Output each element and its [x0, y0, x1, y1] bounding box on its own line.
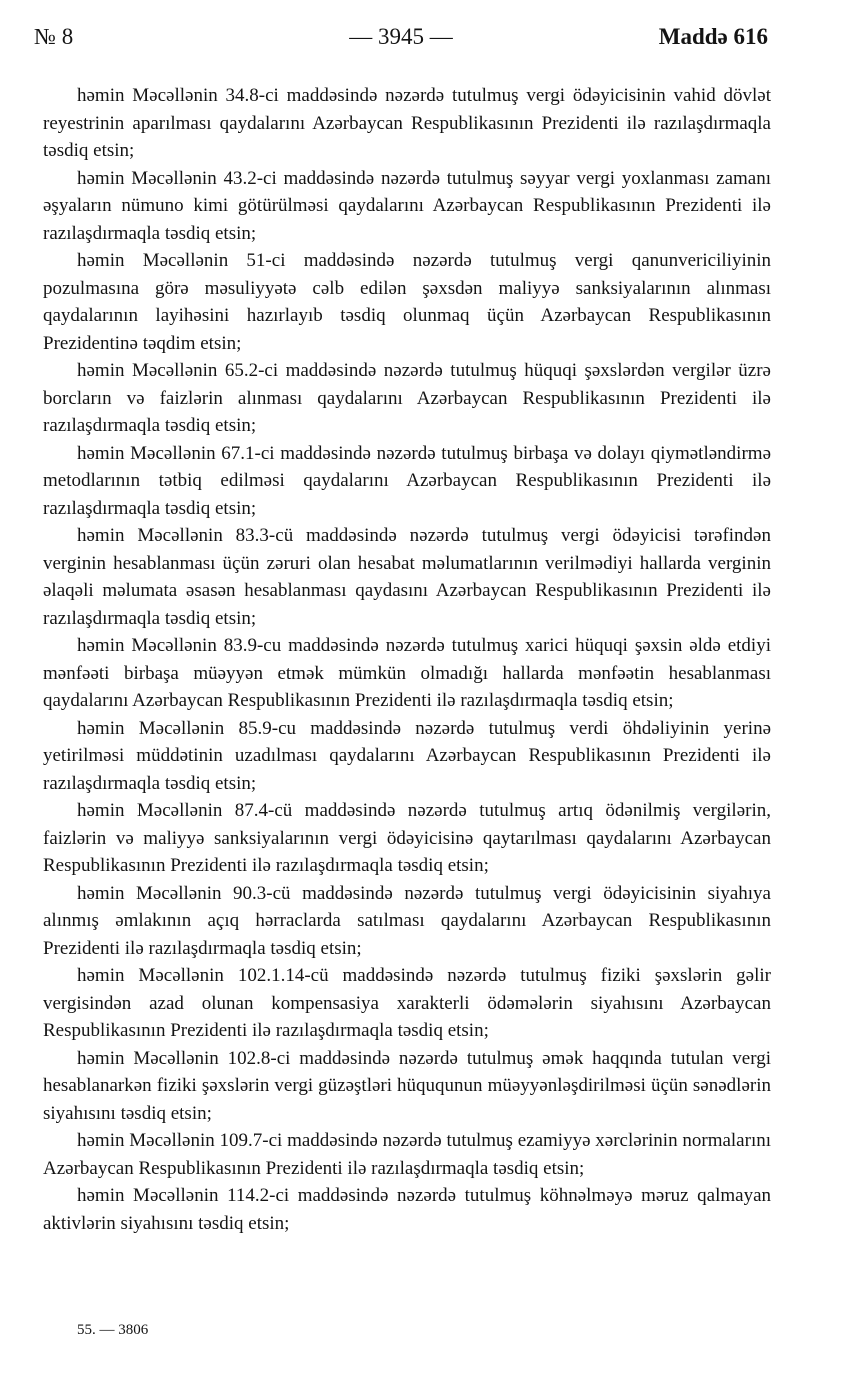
paragraph: həmin Məcəllənin 87.4-cü maddəsində nəzərdə tutulmuş artıq ödənilmiş vergilərin, faizlərin və maliyyə sanksiyalarının vergi ödəyicisinə qaytarılması qaydalarını Azərbaycan Respublikasının Prezidenti ilə razılaşdırmaqla təsdiq etsin; — [43, 800, 771, 876]
paragraph: həmin Məcəllənin 67.1-ci maddəsində nəzərdə tutulmuş birbaşa və dolayı qiymətləndirmə metodlarının tətbiq edilməsi qaydalarını Azərbaycan Respublikasının Prezidenti ilə razılaşdırmaqla təsdiq etsin; — [43, 442, 771, 519]
issue-number: № 8 — [34, 24, 74, 49]
paragraph: həmin Məcəllənin 102.8-ci maddəsində nəzərdə tutulmuş əmək haqqında tutulan vergi hesablanarkən fiziki şəxslərin vergi güzəştləri hüququnun müəyyənləşdirilməsi üçün sənədlərin siyahısını təsdiq etsin; — [43, 1047, 771, 1124]
article-label: Maddə 616 — [658, 24, 768, 49]
paragraph: həmin Məcəllənin 85.9-cu maddəsində nəzərdə tutulmuş verdi öhdəliyinin yerinə yetirilməsi müddətinin uzadılması qaydalarını Azərbaycan Respublikasının Prezidenti ilə razılaşdırmaqla təsdiq etsin; — [43, 717, 771, 794]
paragraph: həmin Məcəllənin 90.3-cü maddəsində nəzərdə tutulmuş vergi ödəyicisinin siyahıya alınmış əmlakının açıq hərraclarda satılması qaydalarını Azərbaycan Respublikasının Prezidenti ilə razılaşdırmaqla təsdiq etsin; — [43, 882, 771, 959]
page-header — [34, 24, 768, 58]
paragraph: həmin Məcəllənin 51-ci maddəsində nəzərdə tutulmuş vergi qanunvericiliyinin pozulmasına görə məsuliyyətə cəlb edilən şəxsdən maliyyə sanksiyalarının alınması qaydalarının layihəsini hazırlayıb təsdiq olunmaq üçün Azərbaycan Respublikasının Prezidentinə təqdim etsin; — [43, 250, 771, 354]
paragraph: həmin Məcəllənin 83.3-cü maddəsində nəzərdə tutulmuş vergi ödəyicisi tərəfindən verginin hesablanması üçün zəruri olan hesabat məlumatlarının verilmədiyi hallarda verginin əlaqəli məlumata əsasən hesablanması qaydasını Azərbaycan Respublikasının Prezidenti ilə razılaşdırmaqla təsdiq etsin; — [43, 525, 771, 629]
document-body — [43, 82, 771, 1237]
paragraph: həmin Məcəllənin 83.9-cu maddəsində nəzərdə tutulmuş xarici hüquqi şəxsin əldə etdiyi mənfəəti birbaşa müəyyən etmək mümkün olmadığı hallarda mənfəətin hesablanması qaydalarını Azərbaycan Respublikasının Prezidenti ilə razılaşdırmaqla təsdiq etsin; — [43, 635, 771, 711]
page-number: — 3945 — — [349, 24, 453, 49]
paragraph: həmin Məcəllənin 43.2-ci maddəsində nəzərdə tutulmuş səyyar vergi yoxlanması zamanı əşyaların nümuno kimi götürülməsi qaydalarını Azərbaycan Respublikasının Prezidenti ilə razılaşdırmaqla təsdiq etsin; — [43, 167, 771, 244]
paragraph: həmin Məcəllənin 102.1.14-cü maddəsində nəzərdə tutulmuş fiziki şəxslərin gəlir vergisindən azad olunan kompensasiya xarakterli ödəmələrin siyahısını Azərbaycan Respublikasının Prezidenti ilə razılaşdırmaqla təsdiq etsin; — [43, 965, 771, 1041]
paragraph: həmin Məcəllənin 109.7-ci maddəsində nəzərdə tutulmuş ezamiyyə xərclərinin normalarını Azərbaycan Respublikasının Prezidenti ilə razılaşdırmaqla təsdiq etsin; — [43, 1130, 771, 1179]
paragraph: həmin Məcəllənin 65.2-ci maddəsində nəzərdə tutulmuş hüquqi şəxslərdən vergilər üzrə borcların və faizlərin alınması qaydalarını Azərbaycan Respublikasının Prezidenti ilə razılaşdırmaqla təsdiq etsin; — [43, 360, 771, 436]
paragraph: həmin Məcəllənin 34.8-ci maddəsində nəzərdə tutulmuş vergi ödəyicisinin vahid dövlət reyestrinin aparılması qaydalarını Azərbaycan Respublikasının Prezidenti ilə razılaşdırmaqla təsdiq etsin; — [43, 85, 771, 161]
printer-signature: 55. — 3806 — [77, 1322, 149, 1338]
paragraph: həmin Məcəllənin 114.2-ci maddəsində nəzərdə tutulmuş köhnəlməyə məruz qalmayan aktivlərin siyahısını təsdiq etsin; — [43, 1185, 771, 1234]
